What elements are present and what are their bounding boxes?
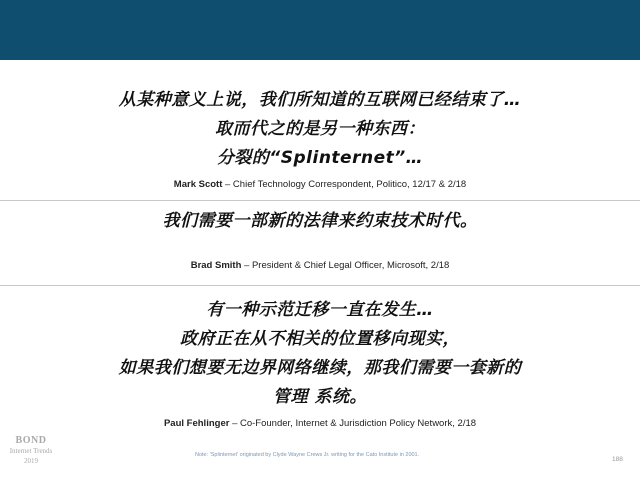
quote-2-author: Brad Smith bbox=[190, 260, 242, 271]
bond-logo-subtitle: Internet Trends bbox=[9, 447, 53, 455]
quote-2-attribution bbox=[0, 260, 640, 271]
quote-1-attribution bbox=[0, 179, 640, 190]
quote-3-role: – Co-Founder, Internet & Jurisdiction Policy Network, 2/18 bbox=[229, 418, 477, 429]
quote-3-author: Paul Fehlinger bbox=[163, 418, 230, 429]
quote-1 bbox=[0, 86, 640, 173]
quote-1-line-3: 分裂的“Splinternet”… bbox=[216, 148, 424, 168]
quote-3-line-2: 政府正在从不相关的位置移向现实， bbox=[180, 329, 460, 349]
quote-3-line-1: 有一种示范迁移一直在发生… bbox=[206, 300, 434, 320]
page-number: 188 bbox=[612, 456, 623, 463]
quote-1-author: Mark Scott bbox=[173, 179, 223, 190]
quote-3 bbox=[0, 296, 640, 412]
quote-3-attribution bbox=[0, 418, 640, 429]
quote-1-line-2: 取而代之的是另一种东西： bbox=[215, 119, 425, 139]
quote-2 bbox=[0, 207, 640, 236]
footnote: Note: 'Splinternet' originated by Clyde Wayne Crews Jr. writing for the Cato Institute in 2001. bbox=[195, 452, 420, 458]
divider-2 bbox=[0, 285, 640, 286]
quote-3-line-3: 如果我们想要无边界网络继续，那我们需要一套新的 bbox=[118, 358, 522, 378]
bond-logo-year: 2019 bbox=[24, 457, 38, 465]
quote-2-line-1: 我们需要一部新的法律来约束技术时代。 bbox=[162, 211, 478, 231]
bond-logo bbox=[0, 436, 62, 466]
quote-1-role: – Chief Technology Correspondent, Politico, 12/17 & 2/18 bbox=[222, 179, 467, 190]
header-bar bbox=[0, 0, 640, 60]
quote-3-line-4: 管理 系统。 bbox=[273, 387, 367, 407]
quote-2-role: – President & Chief Legal Officer, Microsoft, 2/18 bbox=[241, 260, 450, 271]
bond-logo-name: BOND bbox=[15, 435, 47, 446]
quote-1-line-1: 从某种意义上说，我们所知道的互联网已经结束了… bbox=[118, 90, 522, 110]
divider-1 bbox=[0, 200, 640, 201]
